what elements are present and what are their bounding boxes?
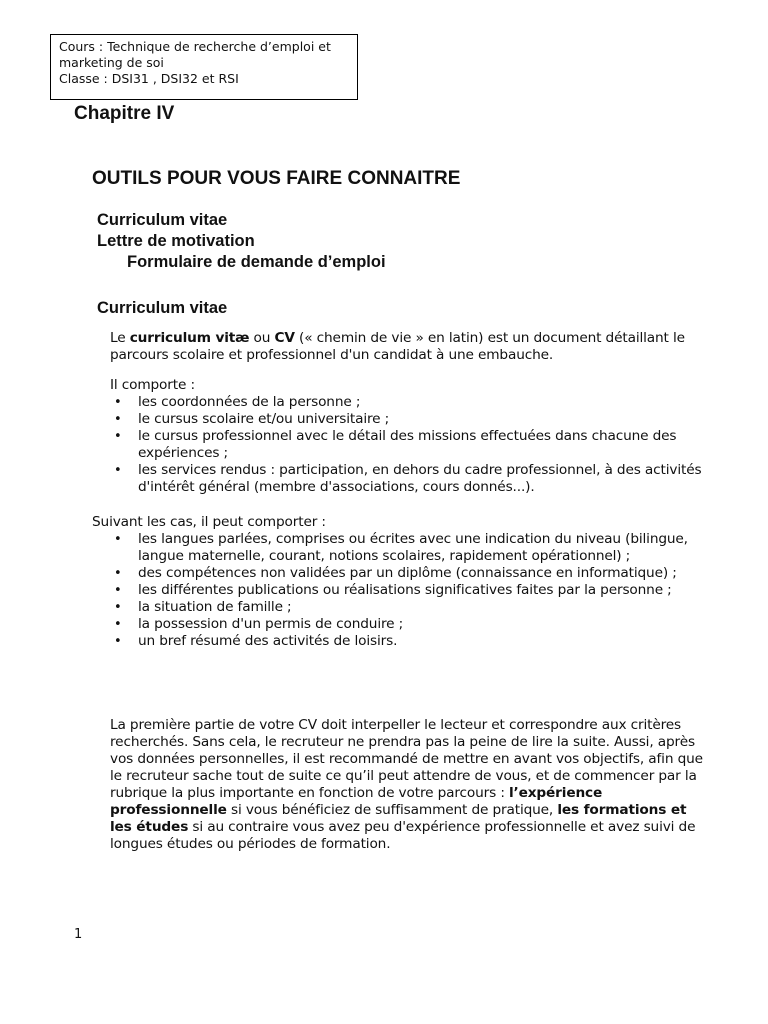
bullet-icon: • [114, 463, 122, 478]
bullet-icon: • [114, 583, 122, 598]
page-number: 1 [74, 927, 83, 942]
list-item [111, 582, 711, 599]
toc-item-lettre: Lettre de motivation [97, 232, 255, 250]
conclusion-text: La première partie de votre CV doit interpeller le lecteur et correspondre aux critères recherchés. Sans cela, le recruteur ne prendra pas la peine de lire la suite. Aussi, après vos données personnelles, il est recommandé de mettre en avant vos objectifs, afin que le recruteur sache tout de suite ce qu’il peut attendre de vous, et de commencer par la rubrique la plus importante en fonction de votre parcours : [110, 717, 703, 801]
course-line: Cours : Technique de recherche d’emploi et [59, 39, 331, 54]
list-item-text: les différentes publications ou réalisations significatives faites par la personne ; [138, 582, 672, 598]
conclusion-text: si au contraire vous avez peu d'expérience professionnelle et avez suivi de longues études ou périodes de formation. [110, 819, 696, 852]
list-item [111, 565, 711, 582]
list-item [111, 531, 711, 565]
list-item [111, 633, 711, 650]
bullet-icon: • [114, 634, 122, 649]
list-item [111, 394, 711, 411]
list-item-text: des compétences non validées par un diplôme (connaissance en informatique) ; [138, 565, 677, 581]
list-item-text: la situation de famille ; [138, 599, 292, 615]
chapter-title: Chapitre IV [74, 103, 175, 124]
list-item-text: le cursus scolaire et/ou universitaire ; [138, 411, 390, 427]
bullet-icon: • [114, 617, 122, 632]
intro-text: (« chemin de vie » en latin) est un document détaillant le parcours scolaire et professionnel d'un candidat à une embauche. [110, 330, 685, 363]
list-item [111, 428, 711, 462]
comporte-list [111, 394, 711, 496]
intro-text: Le [110, 330, 130, 346]
bullet-icon: • [114, 429, 122, 444]
intro-text: ou [249, 330, 275, 346]
intro-paragraph [110, 330, 710, 364]
list-item-text: un bref résumé des activités de loisirs. [138, 633, 398, 649]
bullet-icon: • [114, 600, 122, 615]
conclusion-bold-experience: l’expérience professionnelle [110, 785, 603, 818]
bullet-icon: • [114, 412, 122, 427]
suivant-list [111, 531, 711, 650]
section-title: Curriculum vitae [97, 299, 228, 317]
comporte-label: Il comporte : [110, 377, 195, 393]
main-title: OUTILS POUR VOUS FAIRE CONNAITRE [92, 168, 461, 189]
intro-bold-term: curriculum vitæ [129, 330, 250, 346]
intro-bold-abbr: CV [274, 330, 295, 346]
conclusion-paragraph [110, 717, 710, 853]
list-item [111, 462, 711, 496]
toc-item-cv: Curriculum vitae [97, 211, 228, 229]
conclusion-bold-formations: les formations et les études [110, 802, 687, 835]
list-item [111, 599, 711, 616]
list-item-text: la possession d'un permis de conduire ; [138, 616, 404, 632]
bullet-icon: • [114, 395, 122, 410]
bullet-icon: • [114, 566, 122, 581]
toc-item-formulaire: Formulaire de demande d’emploi [127, 253, 386, 271]
list-item-text: les services rendus : participation, en dehors du cadre professionnel, à des activités d'intérêt général (membre d'associations, cours donnés...). [138, 462, 702, 495]
list-item [111, 616, 711, 633]
list-item [111, 411, 711, 428]
suivant-label: Suivant les cas, il peut comporter : [92, 514, 326, 530]
course-info-box [50, 34, 358, 100]
list-item-text: le cursus professionnel avec le détail des missions effectuées dans chacune des expériences ; [138, 428, 677, 461]
class-line: Classe : DSI31 , DSI32 et RSI [59, 71, 239, 86]
list-item-text: les coordonnées de la personne ; [138, 394, 361, 410]
course-line-continued: marketing de soi [59, 55, 164, 70]
bullet-icon: • [114, 532, 122, 547]
conclusion-text: si vous bénéficiez de suffisamment de pratique, [226, 802, 558, 818]
list-item-text: les langues parlées, comprises ou écrites avec une indication du niveau (bilingue, langue maternelle, courant, notions scolaires, rapidement opérationnel) ; [138, 531, 688, 564]
